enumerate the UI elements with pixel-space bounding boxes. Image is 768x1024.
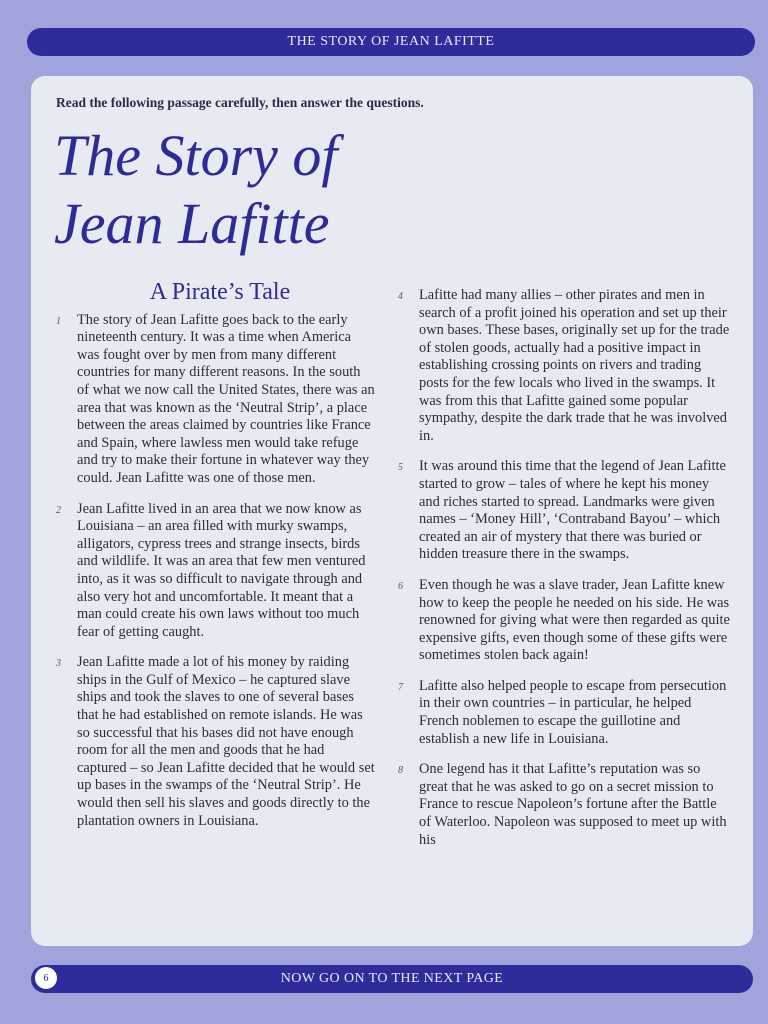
paragraph-text: Lafitte also helped people to escape from persecution in their own countries – in particular, he helped French noblemen to escape the guillotine and establish a new life in Louisiana. — [419, 677, 727, 747]
header-banner: THE STORY OF JEAN LAFITTE — [27, 28, 755, 56]
right-column — [398, 287, 730, 862]
title-line-2: Jean Lafitte — [54, 191, 330, 256]
footer-banner: NOW GO ON TO THE NEXT PAGE — [31, 965, 753, 993]
left-column — [56, 279, 376, 843]
paragraph-number: 6 — [398, 580, 403, 592]
paragraph-5 — [398, 458, 730, 564]
paragraph-text: Jean Lafitte made a lot of his money by raiding ships in the Gulf of Mexico – he captured slave ships and took the slaves to one of several bases that he had established on remote islands. He was so successful that his bases did not have enough room for all the men and goods that he had captured – so Jean Lafitte decided that he would set up bases in the swamps of the ‘Neutral Strip’. He would then sell his slaves and goods directly to the plantation owners in Louisiana. — [77, 654, 375, 829]
paragraph-6 — [398, 577, 730, 665]
paragraph-number: 2 — [56, 504, 61, 516]
paragraph-7 — [398, 678, 730, 748]
paragraph-number: 1 — [56, 315, 61, 327]
paragraph-text: One legend has it that Lafitte’s reputation was so great that he was asked to go on a secret mission to France to rescue Napoleon’s fortune after the Battle of Waterloo. Napoleon was supposed to meet up with his — [419, 761, 727, 848]
paragraph-number: 5 — [398, 462, 403, 474]
paragraph-number: 8 — [398, 765, 403, 777]
paragraph-1 — [56, 312, 376, 488]
paragraph-3 — [56, 654, 376, 830]
paragraph-text: Even though he was a slave trader, Jean Lafitte knew how to keep the people he needed on his side. He was renowned for giving what were then regarded as quite expensive gifts, even though some of these gifts were sometimes stolen back again! — [419, 576, 730, 664]
section-subtitle: A Pirate’s Tale — [149, 279, 291, 305]
paragraph-number: 4 — [398, 291, 403, 302]
paragraph-8 — [398, 761, 730, 849]
page-title — [54, 122, 454, 258]
paragraph-2 — [56, 501, 376, 642]
paragraph-4 — [398, 287, 730, 445]
title-line-1: The Story of — [54, 123, 338, 188]
paragraph-number: 3 — [56, 658, 61, 670]
paragraph-text: Lafitte had many allies – other pirates and men in search of a profit joined his operation and set up their own bases. These bases, originally set up for the trade of stolen goods, actually had a positive impact in establishing crossing points on rivers and trading posts for the few locals who lived in the swamps. It was from this that Lafitte gained some popular sympathy, despite the dark trade that he was involved in. — [419, 287, 730, 444]
paragraph-text: It was around this time that the legend of Jean Lafitte started to grow – tales of where he kept his money and riches started to spread. Landmarks were given names – ‘Money Hill’, ‘Contraband Bayou’ – which created an air of mystery that there was buried or hidden treasure there in the swamps. — [419, 458, 726, 563]
paragraph-text: Jean Lafitte lived in an area that we now know as Louisiana – an area filled with murky swamps, alligators, cypress trees and strange insects, birds and wildlife. It was an area that few men ventured into, as it was so difficult to navigate through and also very hot and uncomfortable. It meant that a man could create his own laws without too much fear of getting caught. — [77, 500, 366, 640]
instruction-text: Read the following passage carefully, then answer the questions. — [56, 95, 424, 110]
page-number-badge: 6 — [35, 967, 57, 989]
paragraph-text: The story of Jean Lafitte goes back to the early nineteenth century. It was a time when America was fought over by men from many different countries for many different reasons. In the south of what we now call the United States, there was an area that was known as the ‘Neutral Strip’, a place between the areas claimed by countries like France and Spain, where lawless men would take refuge and try to make their fortune in whatever way they could. Jean Lafitte was one of those men. — [77, 311, 375, 486]
paragraph-number: 7 — [398, 681, 403, 693]
